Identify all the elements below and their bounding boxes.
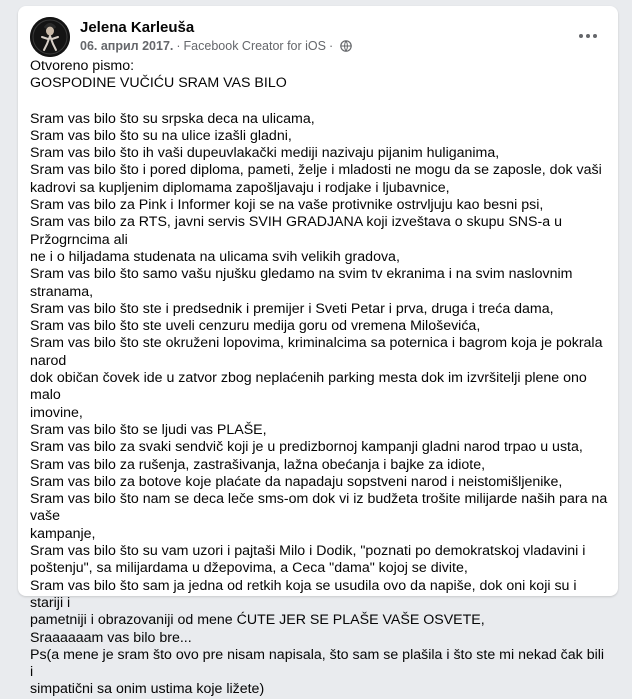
text-line: kampanje, [30, 525, 96, 542]
text-line: poštenju", sa milijardama u džepovima, a Ceca "dama" kojoj se divite, [30, 560, 468, 577]
text-line: Sram vas bilo što ste okruženi lopovima, kriminalcima sa poternica i bagrom koja je pokrala narod [30, 335, 603, 369]
post-date[interactable]: 06. април 2017. [80, 39, 174, 53]
text-line: Sram vas bilo što i pored diploma, pameti, želje i mladosti ne mogu da se zaposle, dok vaši [30, 162, 602, 179]
text-line: Ps(a mene je sram što ovo pre nisam napisala, što sam se plašila i što ste mi nekad čak bili i [30, 646, 605, 681]
text-line: Sram vas bilo što ste i predsednik i premijer i Sveti Petar i prva, druga i treća dama, [30, 300, 554, 317]
intro-line: Otvoreno pismo: [30, 58, 135, 74]
text-line: Sram vas bilo što ih vaši dupeuvlakački mediji nazivaju pijanim huliganima, [30, 145, 500, 162]
post-source: Facebook Creator for iOS [183, 39, 326, 53]
text-line: Sram vas bilo što su na ulice izašli gladni, [30, 127, 292, 144]
text-line: imovine, [30, 404, 83, 421]
text-line: Sram vas bilo što se ljudi vas PLAŠE, [30, 421, 267, 438]
post-headline: GOSPODINE VUČIĆU SRAM VAS BILO [30, 75, 287, 92]
text-line: Sram vas bilo za botove koje plaćate da napadaju sopstveni narod i neistomišljenike, [30, 473, 563, 490]
text-line: Sram vas bilo što samo vašu njušku gledamo na svim tv ekranima i na svim naslovnim stranama, [30, 266, 573, 300]
text-line: Sram vas bilo za Pink i Informer koji se na vaše protivnike ostrvljuju kao besni psi, [30, 197, 544, 214]
text-line: Sram vas bilo što su srpska deca na ulicama, [30, 110, 315, 127]
text-line: kadrovi sa kupljenim diplomama zapošljavaju i rodjake i ljubavnice, [30, 179, 450, 196]
post-card [18, 6, 618, 698]
text-line: Sram vas bilo što nam se deca leče sms-om dok vi iz budžeta trošite milijarde naših para na vaše [30, 491, 608, 525]
meta-separator-2: · [328, 39, 334, 53]
avatar[interactable] [30, 17, 70, 57]
text-line: Sram vas bilo što su vam uzori i pajtaši Milo i Dodik, "poznati po demokratskoj vladavini i [30, 543, 586, 560]
text-line: dok običan čovek ide u zatvor zbog neplaćenih parking mesta dok im izvršitelji plene ono malo [30, 370, 587, 404]
meta-separator: · [176, 39, 181, 53]
text-line: Sram vas bilo za rušenja, zastrašivanja, lažna obećanja i bajke za idiote, [30, 456, 486, 473]
post-text [30, 58, 610, 699]
text-line: pametniji i obrazovaniji od mene ĆUTE JER SE PLAŠE VAŠE OSVETE, [30, 612, 485, 629]
profile-photo-icon [30, 17, 70, 57]
text-line: Sraaaaaam vas bilo bre... [30, 629, 192, 646]
text-line: ne i o hiljadama studenata na ulicama svih velikih gradova, [30, 248, 400, 265]
author-name[interactable]: Jelena Karleuša [80, 19, 195, 36]
text-line: Sram vas bilo što sam ja jedna od retkih koja se usudila ovo da napiše, dok oni koji su i stariji i [30, 577, 577, 611]
text-line: Sram vas bilo što ste uveli cenzuru medija goru od vremena Miloševića, [30, 318, 481, 335]
text-line: Sram vas bilo za svaki sendvič koji je u predizbornoj kampanji gladni narod trpao u usta, [30, 439, 583, 456]
more-options-icon[interactable] [576, 28, 600, 44]
text-line: simpatični sa onim ustima koje ližete) [30, 681, 265, 698]
post-meta [80, 39, 352, 53]
post-header [30, 16, 606, 60]
text-line: Sram vas bilo za RTS, javni servis SVIH GRADJANA koji izveštava o skupu SNS-a u Pržogrncima ali [30, 214, 562, 248]
globe-icon[interactable] [340, 40, 352, 52]
